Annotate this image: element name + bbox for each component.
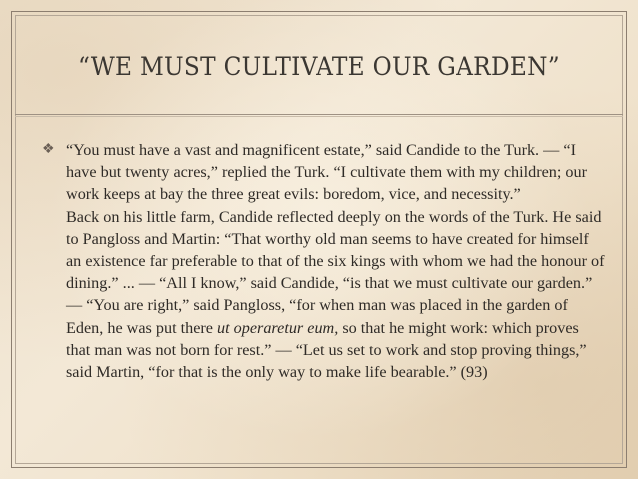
quote-paragraph-2-part-1: Back on his little farm, Candide reflected deeply on the words of the Turk. He said to Pangloss and Martin: “That worthy old man seems to have created for himself an existence far preferable to that of the six kings with whom we had the honour of dining.” ... — “All I know,” said Candide, “is that we must cultivate our garden.” — “You are right,” said Pangloss, “for when man was placed in the garden of Eden, he was put there — [66, 207, 605, 337]
title-divider-secondary — [15, 116, 623, 117]
quote-paragraph-2-part-2: so that he might work: which proves that man was not born for rest.” — “Let us set to work and stop proving things,” said Martin, “for that is the only way to make life bearable.” (93) — [66, 318, 587, 382]
title-divider — [15, 114, 623, 115]
slide-title: “WE MUST CULTIVATE OUR GARDEN” — [78, 52, 560, 81]
ornament-bullet-icon: ❖ — [42, 142, 55, 157]
latin-phrase: ut operaretur eum, — [217, 318, 339, 337]
quote-body — [66, 139, 606, 383]
quote-paragraph-1: “You must have a vast and magnificent estate,” said Candide to the Turk. — “I have but twenty acres,” replied the Turk. “I cultivate them with my children; our work keeps at bay the three great evils: boredom, vice, and necessity.” — [66, 141, 588, 204]
quote-paragraph-2 — [66, 206, 606, 384]
